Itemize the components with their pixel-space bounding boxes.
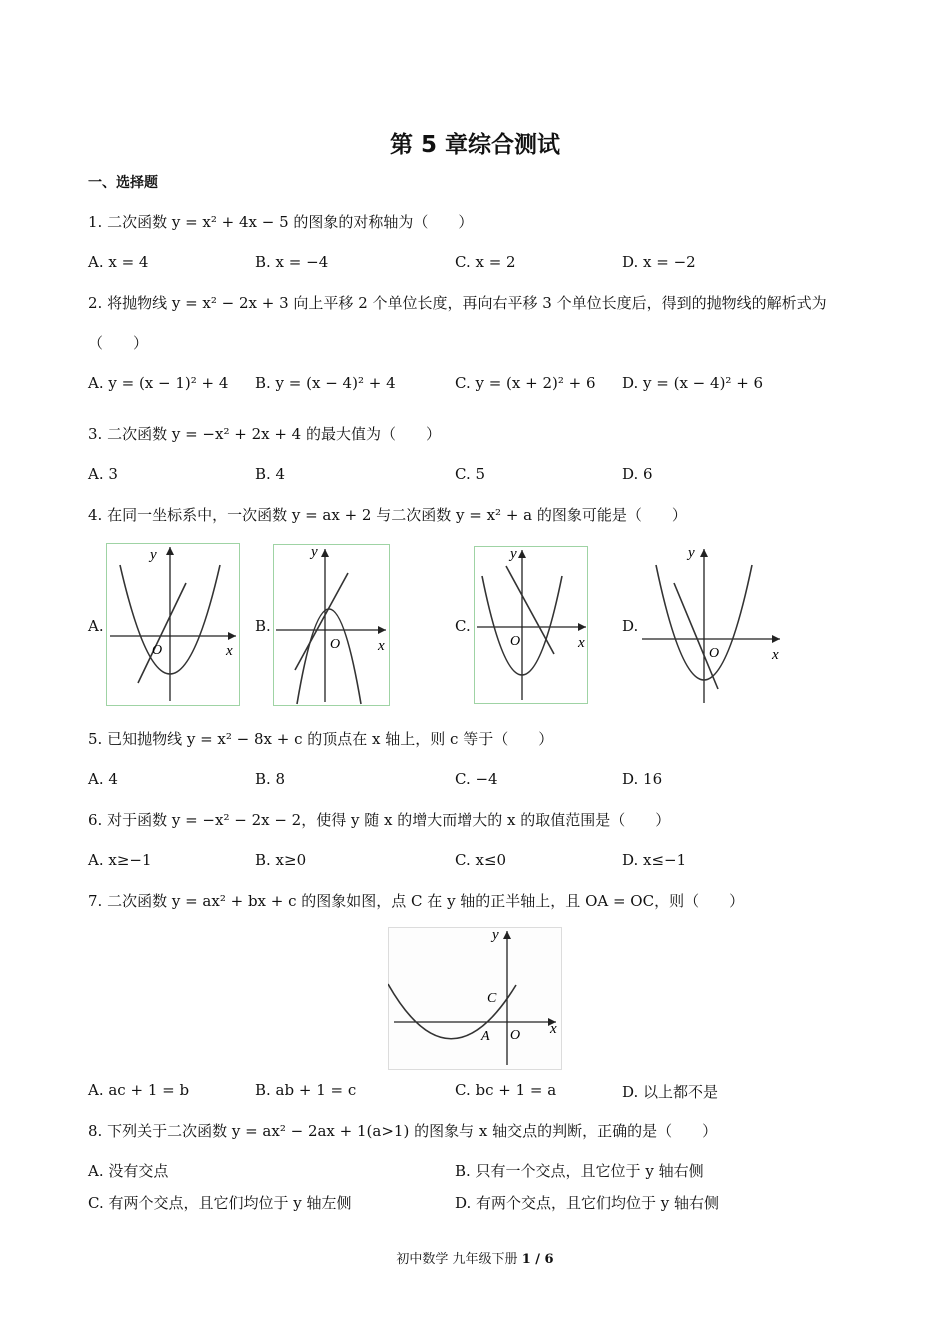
- q1-option-b: B. x = −4: [255, 253, 329, 271]
- q6-option-a: A. x≥−1: [88, 851, 152, 869]
- q4-graph-d: [640, 543, 786, 706]
- q8-option-c: C. 有两个交点，且它们均位于 y 轴左侧: [88, 1194, 352, 1212]
- q3-option-d: D. 6: [622, 465, 653, 483]
- question-6-stem: 6. 对于函数 y = −x² − 2x − 2，使得 y 随 x 的增大而增大的 x 的取值范围是（ ）: [88, 811, 671, 829]
- point-a-label: A: [481, 1029, 490, 1044]
- q3-option-b: B. 4: [255, 465, 286, 483]
- q1-option-d: D. x = −2: [622, 253, 696, 271]
- q8-option-b: B. 只有一个交点，且它位于 y 轴右侧: [455, 1162, 704, 1180]
- origin-label: O: [330, 637, 341, 652]
- q3-option-a: A. 3: [88, 465, 118, 483]
- q6-option-d: D. x≤−1: [622, 851, 687, 869]
- q2-option-a: A. y = (x − 1)² + 4: [88, 374, 229, 392]
- q7-option-a: A. ac + 1 = b: [88, 1081, 190, 1099]
- q5-option-b: B. 8: [255, 770, 286, 788]
- q7-option-b: B. ab + 1 = c: [255, 1081, 357, 1099]
- axis-label-y: y: [510, 546, 517, 562]
- origin-label: O: [709, 646, 720, 661]
- origin-label: O: [152, 643, 163, 658]
- q7-option-c: C. bc + 1 = a: [455, 1081, 557, 1099]
- q3-option-c: C. 5: [455, 465, 486, 483]
- question-5-stem: 5. 已知抛物线 y = x² − 8x + c 的顶点在 x 轴上，则 c 等于（ ）: [88, 730, 554, 748]
- q1-option-c: C. x = 2: [455, 253, 516, 271]
- footer-text: 初中数学 九年级下册: [396, 1252, 518, 1267]
- q5-option-a: A. 4: [88, 770, 118, 788]
- question-8-stem: 8. 下列关于二次函数 y = ax² − 2ax + 1(a>1) 的图象与 x 轴交点的判断，正确的是（ ）: [88, 1122, 718, 1140]
- q1-option-a: A. x = 4: [88, 253, 149, 271]
- axis-label-x: x: [226, 643, 233, 659]
- q7-graph: [388, 927, 562, 1070]
- axis-label-x: x: [378, 638, 385, 654]
- q4-graph-a: [106, 543, 240, 706]
- q8-option-a: A. 没有交点: [88, 1162, 169, 1180]
- axis-label-y: y: [688, 545, 695, 561]
- page-title: 第 5 章综合测试: [389, 132, 561, 158]
- axis-label-x: x: [578, 635, 585, 651]
- q4-option-b: B.: [255, 617, 271, 635]
- section-heading: 一、选择题: [88, 175, 158, 191]
- page-number: 1 / 6: [521, 1252, 554, 1267]
- question-3-stem: 3. 二次函数 y = −x² + 2x + 4 的最大值为（ ）: [88, 425, 441, 443]
- q2-option-d: D. y = (x − 4)² + 6: [622, 374, 764, 392]
- q5-option-d: D. 16: [622, 770, 663, 788]
- q4-option-d: D.: [622, 617, 639, 635]
- axis-label-x: x: [772, 647, 779, 663]
- origin-label: O: [510, 1028, 521, 1043]
- origin-label: O: [510, 634, 521, 649]
- q2-option-b: B. y = (x − 4)² + 4: [255, 374, 396, 392]
- axis-label-y: y: [492, 927, 499, 943]
- q2-option-c: C. y = (x + 2)² + 6: [455, 374, 596, 392]
- question-2-stem-cont: （ ）: [88, 334, 149, 352]
- q5-option-c: C. −4: [455, 770, 498, 788]
- question-7-stem: 7. 二次函数 y = ax² + bx + c 的图象如图，点 C 在 y 轴的正半轴上，且 OA = OC，则（ ）: [88, 892, 745, 910]
- q7-option-d: D. 以上都不是: [622, 1083, 719, 1101]
- q4-option-c: C.: [455, 617, 471, 635]
- page-footer: [0, 1248, 950, 1267]
- q4-graph-b: [273, 544, 390, 706]
- axis-label-y: y: [150, 547, 157, 563]
- q8-option-d: D. 有两个交点，且它们均位于 y 轴右侧: [455, 1194, 720, 1212]
- point-c-label: C: [487, 991, 497, 1006]
- question-2-stem: 2. 将抛物线 y = x² − 2x + 3 向上平移 2 个单位长度，再向右平移 3 个单位长度后，得到的抛物线的解析式为: [88, 294, 827, 312]
- q6-option-c: C. x≤0: [455, 851, 507, 869]
- question-4-stem: 4. 在同一坐标系中，一次函数 y = ax + 2 与二次函数 y = x² + a 的图象可能是（ ）: [88, 506, 687, 524]
- q6-option-b: B. x≥0: [255, 851, 307, 869]
- q4-graph-c: [474, 546, 588, 704]
- question-1-stem: 1. 二次函数 y = x² + 4x − 5 的图象的对称轴为（ ）: [88, 213, 474, 231]
- axis-label-x: x: [550, 1021, 557, 1037]
- axis-label-y: y: [311, 544, 318, 560]
- q4-option-a: A.: [88, 617, 104, 635]
